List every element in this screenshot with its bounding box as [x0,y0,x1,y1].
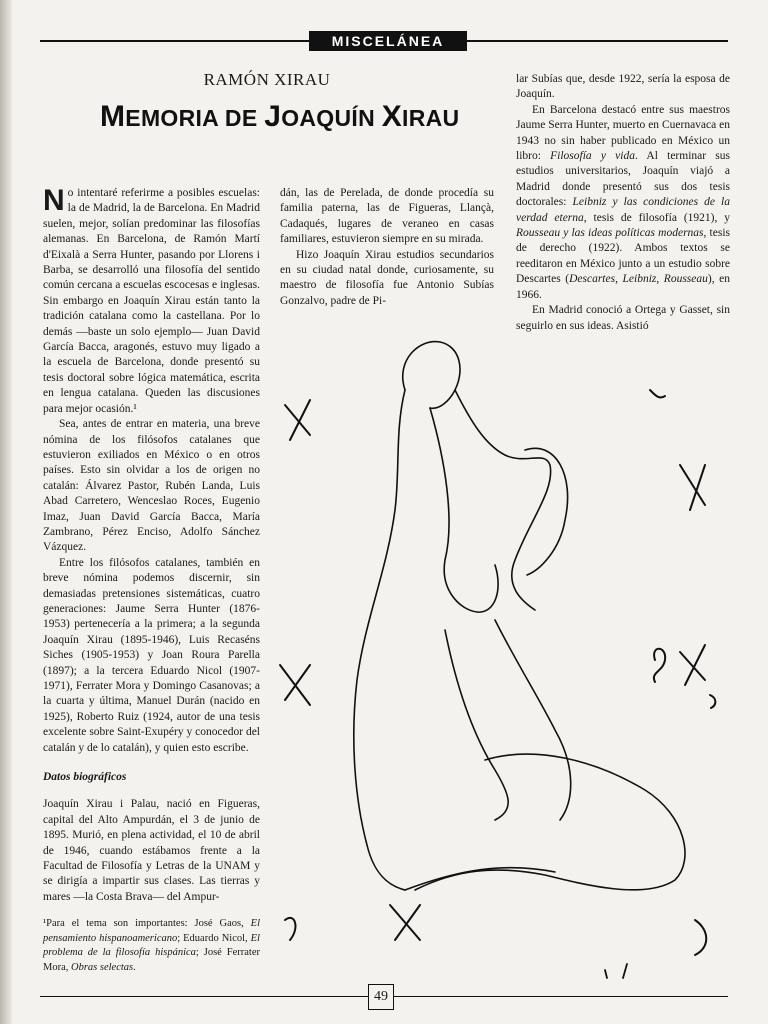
drop-cap: N [43,184,65,217]
figure-line-drawing [255,300,755,990]
paragraph: En Madrid conoció a Ortega y Gasset, sin seguirlo en sus ideas. Asistió [516,304,730,332]
text-column-2 [280,186,494,309]
footnote: ¹Para el tema son importantes: José Gaos, El pensamiento hispanoamericano; Eduardo Nicol, El problema de la filosofía hispánica; José Ferrater Mora, Obras selectas. [43,918,260,973]
text-column-1 [43,186,260,975]
paragraph: dán, las de Perelada, de donde procedía su familia paterna, las de Figueras, Llançà, Cadaqués, lugares de veraneo en casas familiares, estuvieron siempre en su mirada. [280,187,494,246]
page-number: 49 [368,984,394,1010]
paragraph: Entre los filósofos catalanes, también en breve nómina podemos discernir, sin demasiadas pretensiones sistemáticas, cuatro generaciones: Jaume Serra Hunter (1876-1953) pertenecería a la primera; a la segunda Joaquín Xirau (1895-1946), Luis Recaséns Siches (1905-1953) y Joan Roura Parella (1897); a la tercera Eduardo Nicol (1907-1971), Ferrater Mora y Domingo Casanovas; a la cuarta y última, Manuel Durán (nacido en 1925), Roberto Ruiz (1924, autor de una tesis excelente sobre Saint-Exupéry y conocedor del catalán y de lo catalán), y quien esto escribe. [43,556,260,754]
section-tab: MISCELÁNEA [309,31,467,51]
paragraph: Sea, antes de entrar en materia, una breve nómina de los filósofos catalanes que estuvieron exiliados en México o en otros países. Esto sin olvidar a los de origen no catalán: Álvarez Pastor, Rubén Landa, Luis Abad Carretero, Wenceslao Roces, Eugenio Imaz, Juan David García Bacca, María Zambrano, Pérez Enciso, Adolfo Sánchez Vázquez. [43,418,260,554]
paragraph: lar Subías que, desde 1922, sería la esposa de Joaquín. [516,73,730,101]
paragraph: Joaquín Xirau i Palau, nació en Figueras, capital del Alto Ampurdán, el 3 de junio de 1895. Murió, en plena actividad, el 10 de abril de 1946, cuando estábamos frente a la Facultad de Filosofía y Letras de la UNAM y se dirigía a impartir sus clases. Las tierras y mares —la Costa Brava— del Ampur- [43,798,260,903]
paragraph: No intentaré referirme a posibles escuelas: la de Madrid, la de Barcelona. En Madrid suelen, mejor, solían predominar las filosofías alemanas. En Barcelona, de Ramón Martí d'Eixalà a Serra Hunter, pasando por Llorens i Barba, se desarrolló una filosofía del sentido común cercana a escuelas escocesas e inglesas. Sin embargo en Joaquín Xirau están tanto la tradición catalana como la castellana. Por lo demás —baste un solo ejemplo— Juan David García Bacca, aragonés, estuvo muy ligado a la escuela de Barcelona, donde presentó su tesis doctoral sobre lógica matemática, escrita en lengua catalana. Queden las discusiones para mejor ocasión.¹ [43,184,260,415]
page-edge-shadow [0,0,12,1024]
paragraph: Hizo Joaquín Xirau estudios secundarios en su ciudad natal donde, curiosamente, su maestro de filosofía fue Antonio Subías Gonzalvo, padre de Pi- [280,248,494,307]
article-title: MEMORIA DE JOAQUÍN XIRAU [100,100,460,133]
article-author: RAMÓN XIRAU [203,70,331,89]
subheading: Datos biográficos [43,771,127,784]
text-column-3 [516,72,730,334]
paragraph: En Barcelona destacó entre sus maestros Jaume Serra Hunter, muerto en Cuernavaca en 1943 no sin haber publicado en México un libro: Filosofía y vida. Al terminar sus estudios universitarios, Joaquín viajó a Madrid donde presentó sus dos tesis doctorales: Leibniz y las condiciones de la verdad eterna, tesis de filosofía (1921), y Rousseau y las ideas políticas modernas, tesis de derecho (1922). Ambos textos se reeditaron en México junto a un estudio sobre Descartes (Descartes, Leibniz, Rousseau), en 1966. [516,103,731,301]
